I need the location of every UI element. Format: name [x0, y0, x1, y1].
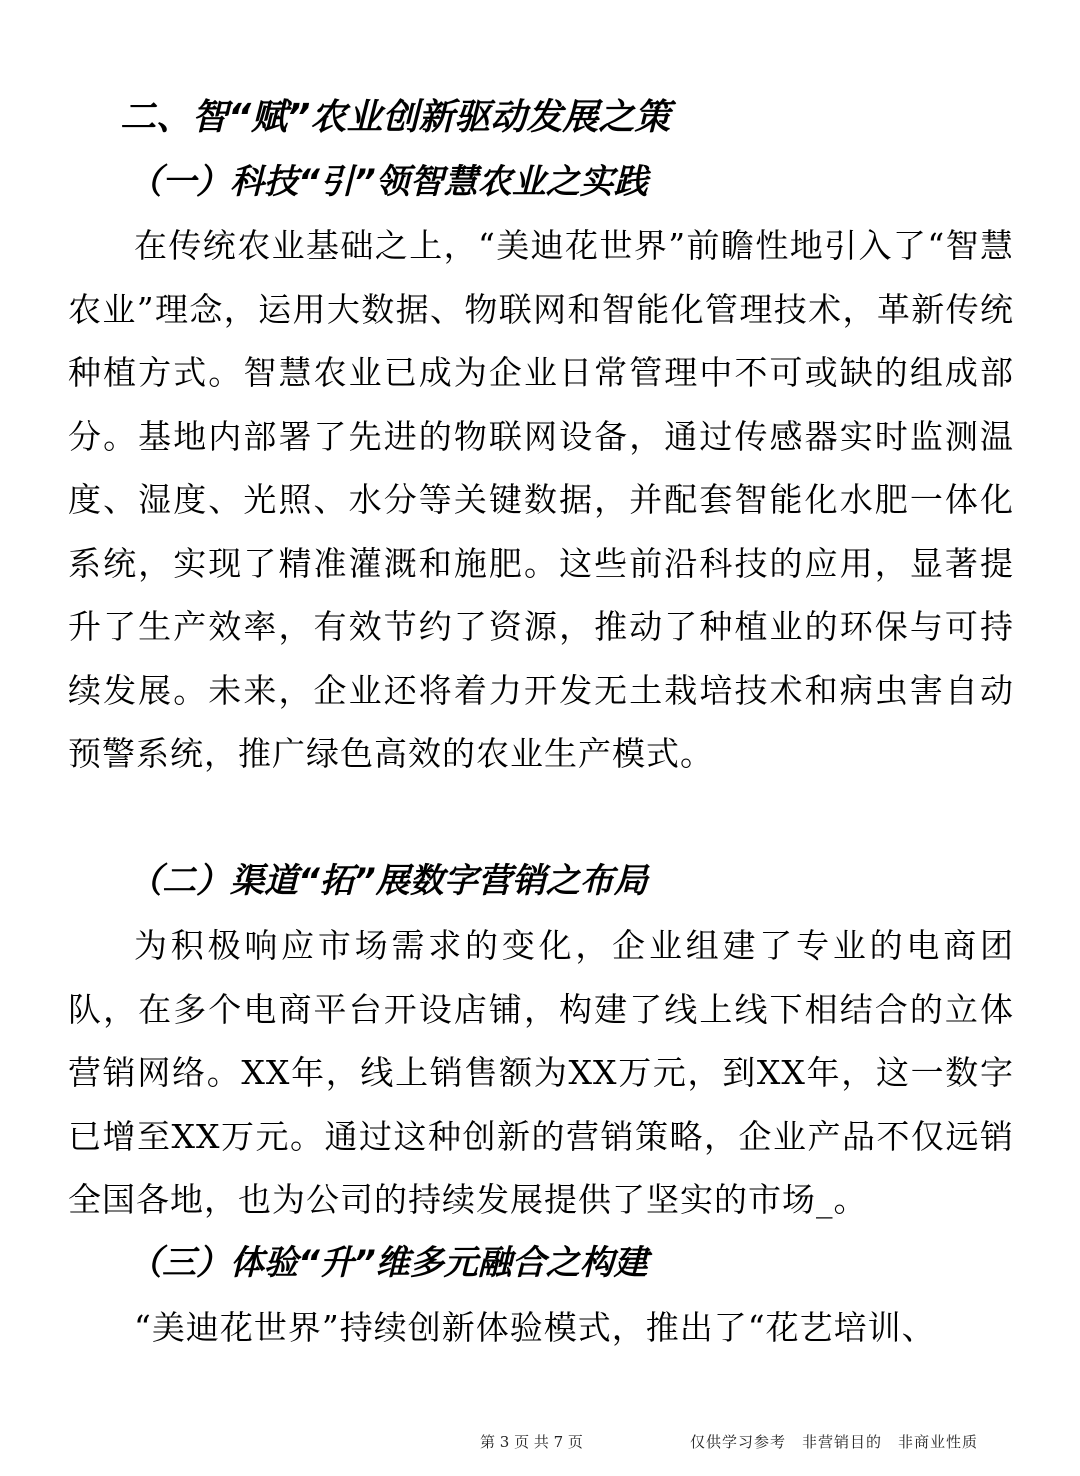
- paragraph-3: “美迪花世界”持续创新体验模式，推出了“花艺培训、: [134, 1308, 936, 1347]
- paragraph-2: 为积极响应市场需求的变化，企业组建了专业的电商团队，在多个电商平台开设店铺，构建了线上线下相结合的立体营销网络。XX年，线上销售额为XX万元，到XX年，这一数字已增至XX万元。通过这种创新的营销策略，企业产品不仅远销全国各地，也为公司的持续发展提供了坚实的市场_。: [68, 926, 1014, 1219]
- page-number: 第 3 页 共 7 页: [480, 1433, 583, 1451]
- paragraph-1: 在传统农业基础之上，“美迪花世界”前瞻性地引入了“智慧农业”理念，运用大数据、物联网和智能化管理技术，革新传统种植方式。智慧农业已成为企业日常管理中不可或缺的组成部分。基地内部署了先进的物联网设备，通过传感器实时监测温度、湿度、光照、水分等关键数据，并配套智能化水肥一体化系统，实现了精准灌溉和施肥。这些前沿科技的应用，显著提升了生产效率，有效节约了资源，推动了种植业的环保与可持续发展。未来，企业还将着力开发无土栽培技术和病虫害自动预警系统，推广绿色高效的农业生产模式。: [68, 226, 1014, 773]
- subsection-heading-1: （一）科技“引”领智慧农业之实践: [128, 162, 648, 202]
- section-heading: 二、智“赋”农业创新驱动发展之策: [120, 97, 671, 138]
- subsection-heading-3: （三）体验“升”维多元融合之构建: [128, 1243, 648, 1283]
- subsection-heading-2: （二）渠道“拓”展数字营销之布局: [128, 861, 648, 901]
- footer-disclaimer: 仅供学习参考 非营销目的 非商业性质: [690, 1433, 979, 1451]
